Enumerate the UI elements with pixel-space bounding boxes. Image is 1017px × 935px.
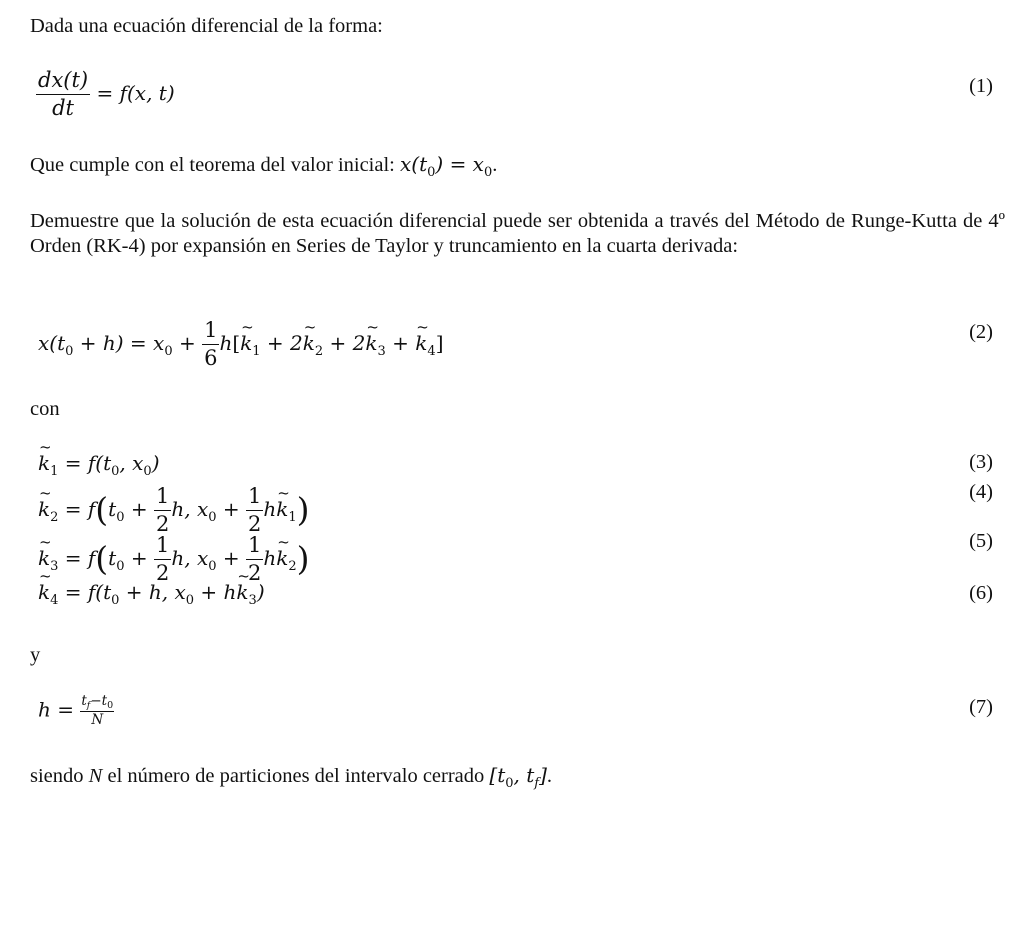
- eq4-frac2-den: 2: [247, 512, 262, 536]
- interval-comma: , t: [513, 763, 535, 787]
- eq4-k-sub: 2: [50, 510, 59, 525]
- eq2-k2-sub: 2: [314, 344, 324, 359]
- eq1-numerator: dx(t): [36, 70, 90, 95]
- eq5-frac1-num: 1: [154, 535, 171, 560]
- eq7-num-t0-sub: 0: [107, 700, 114, 711]
- eq3-k-sub: 1: [50, 464, 59, 479]
- eq5-t-sub: 0: [116, 559, 125, 574]
- eq5-x-sub: 0: [208, 559, 217, 574]
- ic-sub: 0: [427, 165, 436, 180]
- eq2-k2: ~ k: [303, 331, 315, 355]
- closing-period: .: [546, 765, 553, 787]
- eq5-k-inner: ~ k: [276, 546, 288, 570]
- eq5-eq: = f: [58, 546, 96, 570]
- eq3-comma-x: , x: [119, 451, 144, 475]
- eq2-k3-sub: 3: [377, 344, 386, 359]
- equation-7: [38, 695, 114, 727]
- y-label: y: [30, 644, 41, 666]
- eq4-x-sub: 0: [208, 510, 217, 525]
- eq4-frac1-den: 2: [155, 512, 170, 536]
- eq2-fraction: [202, 320, 219, 369]
- eq6-k: ~ k: [38, 580, 50, 604]
- eq5-frac1-den: 2: [155, 561, 170, 585]
- initial-condition-label: Que cumple con el teorema del valor inicial:: [30, 154, 400, 176]
- intro-text: Dada una ecuación diferencial de la forma:: [30, 15, 383, 37]
- eq4-t: t: [108, 497, 117, 521]
- eq3-k: ~ k: [38, 451, 50, 475]
- eq2-h: h: [219, 331, 233, 355]
- initial-condition-text: [30, 152, 497, 178]
- eq5-k: ~ k: [38, 546, 50, 570]
- eq4-eq: = f: [58, 497, 96, 521]
- eq1-rhs: = f(x, t): [96, 81, 175, 105]
- closing-after: el número de particiones del intervalo cerrado: [102, 765, 490, 787]
- eq6-number: (6): [969, 582, 993, 604]
- eq3-rhs: = f(t: [58, 451, 112, 475]
- ic-period: .: [492, 154, 498, 176]
- equation-3: [38, 451, 160, 479]
- eq2-bracket-close: ]: [435, 331, 444, 355]
- interval-close: ]: [539, 763, 547, 787]
- ic-sub2: 0: [483, 165, 493, 180]
- eq6-k-sub: 4: [50, 593, 59, 608]
- equation-1: [36, 70, 175, 119]
- eq1-denominator: dt: [52, 96, 74, 120]
- eq3-close: ): [151, 451, 160, 475]
- eq4-frac1-num: 1: [154, 486, 171, 511]
- eq6-k-inner-sub: 3: [248, 593, 257, 608]
- eq4-fraction-1: [154, 486, 171, 535]
- eq7-lhs: h =: [38, 697, 81, 722]
- eq5-t: t: [108, 546, 117, 570]
- eq4-fraction-2: [246, 486, 263, 535]
- eq2-frac-den: 6: [204, 346, 218, 370]
- interval-subf: f: [534, 776, 540, 791]
- eq3-number: (3): [969, 451, 993, 473]
- con-label: con: [30, 398, 60, 420]
- eq6-x-sub: 0: [185, 593, 195, 608]
- equation-2: [38, 320, 444, 369]
- eq2-lhs-sub: 0: [65, 344, 74, 359]
- eq4-k: ~ k: [38, 497, 50, 521]
- eq2-lhs-rest: + h) = x: [73, 331, 165, 355]
- eq4-frac2-num: 1: [246, 486, 263, 511]
- eq2-frac-num: 1: [202, 320, 219, 345]
- closing-before: siendo: [30, 765, 89, 787]
- closing-sentence: [30, 763, 552, 789]
- eq2-k4-sub: 4: [427, 344, 436, 359]
- eq4-plus2: +: [216, 497, 246, 521]
- eq1-number: (1): [969, 75, 993, 97]
- eq1-fraction: [36, 70, 90, 119]
- eq4-paren-close: ): [296, 490, 310, 529]
- eq3-t-sub: 0: [111, 464, 120, 479]
- eq7-num-minus: −t: [90, 693, 108, 709]
- eq5-fraction-1: [154, 535, 171, 584]
- closing-interval: [489, 763, 547, 791]
- eq2-k4: ~ k: [415, 331, 427, 355]
- closing-N: N: [88, 765, 103, 787]
- equation-5: [38, 535, 310, 584]
- eq6-k-inner: ~ k: [236, 580, 248, 604]
- equation-6: [38, 580, 265, 608]
- eq4-paren-open: (: [95, 490, 109, 529]
- initial-condition-math: [400, 152, 493, 180]
- demonstration-paragraph: Demuestre que la solución de esta ecuación diferencial puede ser obtenida a través del Método de Runge-Kutta de 4º Orden (RK-4) por expansión en Series de Taylor y truncamiento en la cuarta derivada:: [30, 210, 1005, 257]
- eq6-close: ): [256, 580, 265, 604]
- eq4-h1: h, x: [171, 497, 209, 521]
- eq4-plus1: +: [124, 497, 154, 521]
- ic-mid: ) = x: [435, 152, 484, 176]
- eq2-number: (2): [969, 321, 993, 343]
- eq2-x-sub: 0: [164, 344, 173, 359]
- eq6-rhs: = f(t: [58, 580, 112, 604]
- eq7-denominator: N: [91, 711, 104, 728]
- eq5-number: (5): [969, 530, 993, 552]
- eq5-frac2-num: 1: [246, 535, 263, 560]
- equation-4: [38, 486, 310, 535]
- eq7-numerator: [80, 695, 114, 712]
- eq5-paren-close: ): [296, 539, 310, 578]
- eq2-bracket-open: [: [232, 331, 241, 355]
- eq2-plus: +: [172, 331, 203, 355]
- eq6-plus-h: + h: [194, 580, 237, 604]
- eq2-term2: + 2: [260, 331, 303, 355]
- eq4-k-inner-sub: 1: [288, 510, 297, 525]
- eq5-plus1: +: [124, 546, 154, 570]
- interval-sub0: 0: [505, 776, 514, 791]
- ic-x: x(t: [400, 152, 428, 176]
- eq7-num-t-sub: f: [86, 700, 91, 711]
- eq2-lhs: x(t: [38, 331, 66, 355]
- eq7-number: (7): [969, 696, 993, 718]
- eq6-mid: + h, x: [119, 580, 186, 604]
- eq2-k1: ~ k: [240, 331, 252, 355]
- eq2-k1-sub: 1: [252, 344, 261, 359]
- eq4-h2: h: [263, 497, 277, 521]
- interval-open: [t: [489, 763, 506, 787]
- eq5-frac2-den: 2: [247, 561, 262, 585]
- eq2-term3: + 2: [323, 331, 366, 355]
- eq7-num-t: t: [81, 693, 87, 709]
- eq2-k3: ~ k: [365, 331, 377, 355]
- eq6-t-sub: 0: [111, 593, 120, 608]
- eq5-k-inner-sub: 2: [288, 559, 297, 574]
- eq4-number: (4): [969, 481, 993, 503]
- eq4-t-sub: 0: [116, 510, 125, 525]
- eq4-k-inner: ~ k: [276, 497, 288, 521]
- eq5-h1: h, x: [171, 546, 209, 570]
- eq7-fraction: [80, 695, 114, 727]
- eq5-paren-open: (: [95, 539, 109, 578]
- eq5-h2: h: [263, 546, 277, 570]
- eq3-x-sub: 0: [143, 464, 152, 479]
- eq5-k-sub: 3: [50, 559, 59, 574]
- eq5-plus2: +: [216, 546, 246, 570]
- eq2-term4: +: [385, 331, 416, 355]
